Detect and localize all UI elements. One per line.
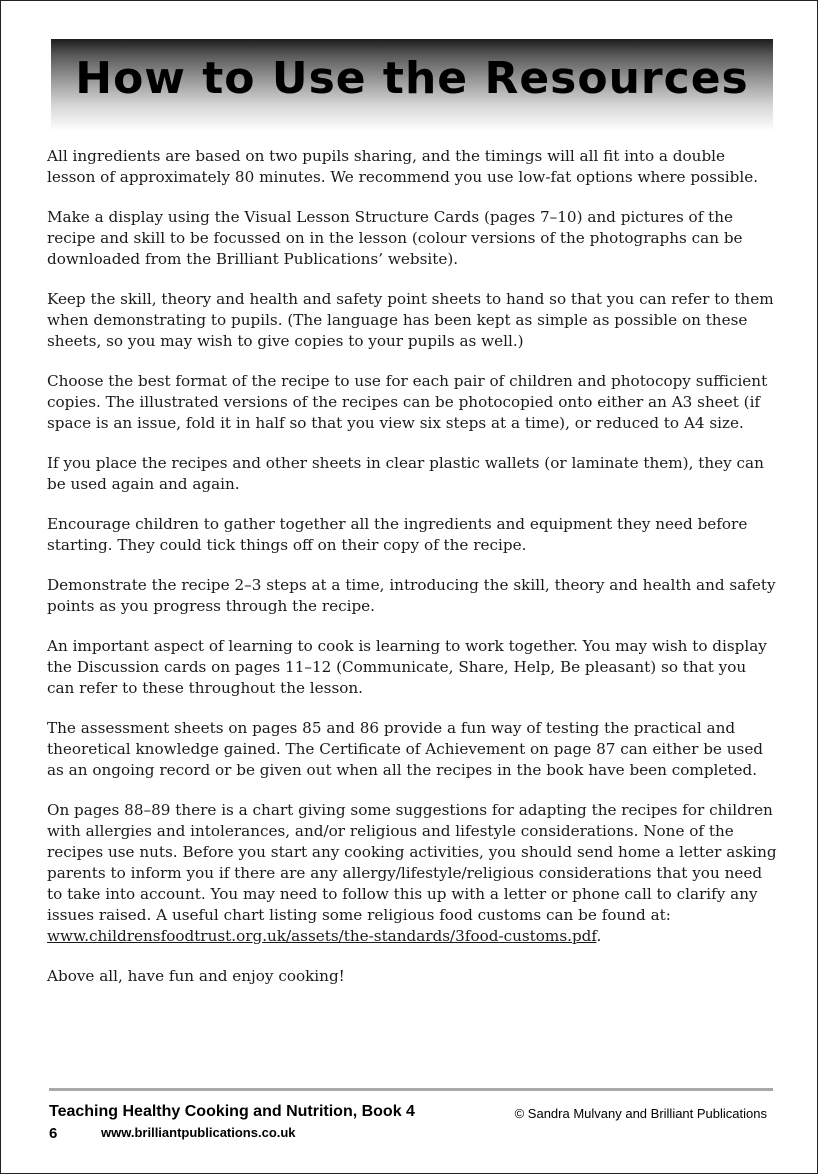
body-content [47,146,777,1006]
footer-copyright: © Sandra Mulvany and Brilliant Publications [514,1106,767,1121]
page-number: 6 [49,1125,58,1142]
footer-book-title: Teaching Healthy Cooking and Nutrition, Book 4 [49,1103,415,1120]
paragraph-format: Choose the best format of the recipe to use for each pair of children and photocopy sufficient copies. The illustrated versions of the recipes can be photocopied onto either an A3 sheet (if space is an issue, fold it in half so that you view six steps at a time), or reduced to A4 size. [47,372,768,432]
link-suffix: . [596,927,602,945]
paragraph-assessment: The assessment sheets on pages 85 and 86 provide a fun way of testing the practical and theoretical knowledge gained. The Certificate of Achievement on page 87 can either be used as an ongoing record or be given out when all the recipes in the book have been completed. [47,719,764,779]
paragraph-together: An important aspect of learning to cook is learning to work together. You may wish to display the Discussion cards on pages 11–12 (Communicate, Share, Help, Be pleasant) so that you can refer to these throughout the lesson. [47,637,767,697]
paragraph-sheets: Keep the skill, theory and health and safety point sheets to hand so that you can refer to them when demonstrating to pupils. (The language has been kept as simple as possible on these sheets, so you may wish to give copies to your pupils as well.) [47,290,774,350]
food-customs-link[interactable]: www.childrensfoodtrust.org.uk/assets/the-standards/3food-customs.pdf [47,927,597,945]
footer-divider [49,1088,773,1091]
paragraph-gather: Encourage children to gather together all the ingredients and equipment they need before starting. They could tick things off on their copy of the recipe. [47,515,748,554]
paragraph-ingredients: All ingredients are based on two pupils sharing, and the timings will all fit into a double lesson of approximately 80 minutes. We recommend you use low-fat options where possible. [47,147,759,186]
title-banner [51,39,773,131]
paragraph-demonstrate: Demonstrate the recipe 2–3 steps at a time, introducing the skill, theory and health and safety points as you progress through the recipe. [47,576,776,615]
paragraph-wallets: If you place the recipes and other sheets in clear plastic wallets (or laminate them), they can be used again and again. [47,454,764,493]
allergy-text: On pages 88–89 there is a chart giving some suggestions for adapting the recipes for children with allergies and intolerances, and/or religious and lifestyle considerations. None of the recipes use nuts. Before you start any cooking activities, you should send home a letter asking parents to inform you if there are any allergy/lifestyle/religious considerations that you need to take into account. You may need to follow this up with a letter or phone call to clarify any issues raised. A useful chart listing some religious food customs can be found at: [47,801,777,924]
footer-website: www.brilliantpublications.co.uk [101,1125,296,1140]
paragraph-allergies [47,800,777,947]
paragraph-closing: Above all, have fun and enjoy cooking! [47,967,345,985]
page-title: How to Use the Resources [75,53,749,104]
paragraph-display: Make a display using the Visual Lesson Structure Cards (pages 7–10) and pictures of the recipe and skill to be focussed on in the lesson (colour versions of the photographs can be downloaded from the Brilliant Publications’ website). [47,208,743,268]
